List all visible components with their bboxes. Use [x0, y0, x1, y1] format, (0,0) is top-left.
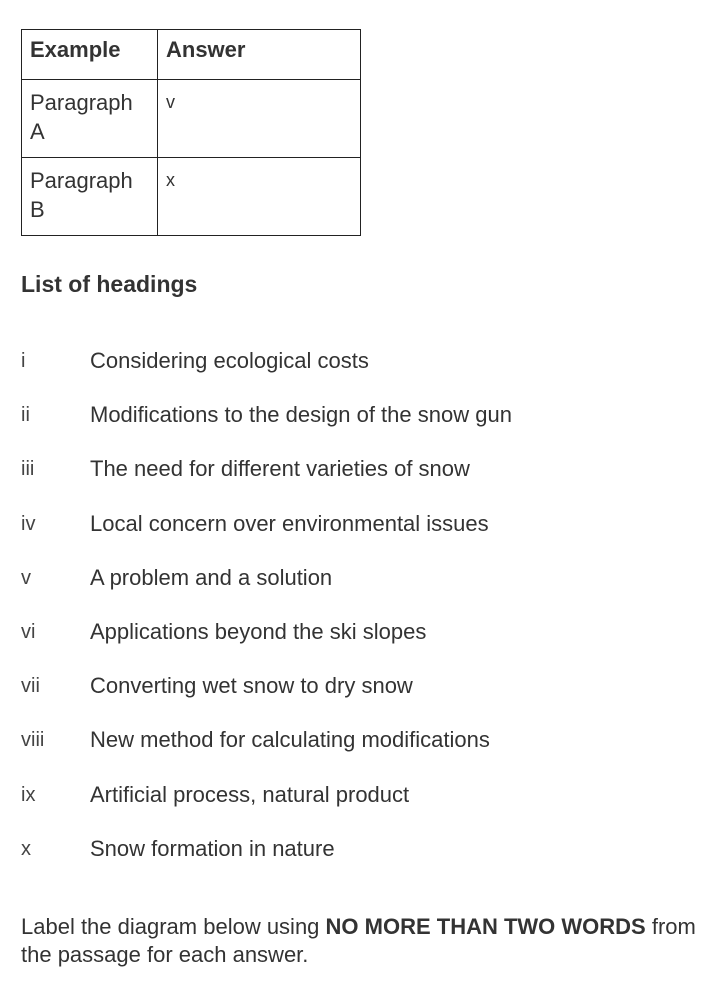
list-item — [21, 346, 512, 400]
heading-numeral: vi — [21, 620, 36, 643]
example-cell: Paragraph A — [22, 80, 158, 158]
table-row — [22, 158, 361, 236]
headings-list — [21, 346, 512, 888]
list-item — [21, 834, 512, 888]
heading-text: Modifications to the design of the snow gun — [90, 402, 512, 428]
header-example: Example — [22, 30, 158, 80]
list-item — [21, 780, 512, 834]
heading-numeral: v — [21, 566, 31, 589]
heading-text: Snow formation in nature — [90, 835, 335, 861]
heading-text: The need for different varieties of snow — [90, 456, 470, 482]
heading-numeral: ix — [21, 783, 36, 806]
list-item — [21, 563, 512, 617]
heading-text: New method for calculating modifications — [90, 727, 490, 753]
list-item — [21, 671, 512, 725]
heading-numeral: i — [21, 350, 26, 372]
heading-numeral: iii — [21, 458, 35, 481]
instructions-outro: from the passage for each answer. — [21, 914, 696, 967]
heading-numeral: vii — [21, 675, 40, 698]
heading-text: Artificial process, natural product — [90, 781, 410, 807]
word-limit-emphasis: NO MORE THAN TWO WORDS — [325, 914, 646, 939]
heading-numeral: iv — [21, 512, 36, 535]
heading-text: Applications beyond the ski slopes — [90, 618, 427, 644]
list-of-headings-title: List of headings — [21, 271, 198, 297]
heading-text: Local concern over environmental issues — [90, 510, 489, 536]
answer-cell: v — [158, 80, 361, 158]
header-answer: Answer — [158, 30, 361, 80]
example-cell: Paragraph B — [22, 158, 158, 236]
heading-numeral: x — [21, 837, 31, 860]
heading-text: A problem and a solution — [90, 564, 333, 590]
heading-numeral: ii — [21, 404, 30, 427]
instructions-intro: Label the diagram below using — [21, 914, 326, 939]
heading-numeral: viii — [21, 729, 45, 752]
table-row — [22, 80, 361, 158]
list-item — [21, 454, 512, 508]
instructions-text — [21, 913, 701, 969]
example-table — [21, 29, 361, 236]
heading-text: Considering ecological costs — [90, 348, 369, 373]
list-item — [21, 617, 512, 671]
list-item — [21, 725, 512, 779]
table-header-row — [22, 30, 361, 80]
heading-text: Converting wet snow to dry snow — [90, 673, 413, 699]
answer-cell: x — [158, 158, 361, 236]
list-item — [21, 509, 512, 563]
list-item — [21, 400, 512, 454]
